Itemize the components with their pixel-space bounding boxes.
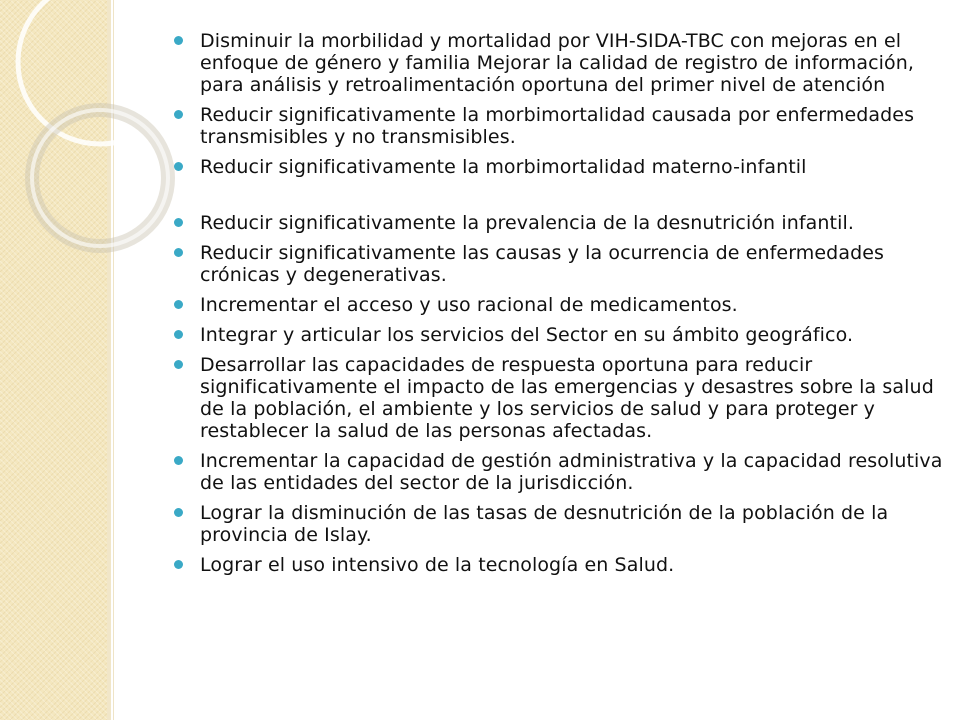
slide-content	[160, 30, 952, 584]
bullet-icon	[174, 162, 183, 171]
list-item-text: Reducir significativamente las causas y la ocurrencia de enfermedades crónicas y degenerativas.	[200, 242, 885, 286]
list-item-text: Disminuir la morbilidad y mortalidad por VIH-SIDA-TBC con mejoras en el enfoque de género y familia Mejorar la calidad de registro de información, para análisis y retroalimentación oportuna del primer nivel de atención	[200, 30, 915, 96]
list-item	[160, 554, 952, 576]
bullet-icon	[174, 300, 183, 309]
decorative-ring-large	[18, 0, 182, 144]
bullet-icon	[174, 456, 183, 465]
bullet-icon	[174, 248, 183, 257]
list-item-text: Integrar y articular los servicios del Sector en su ámbito geográfico.	[200, 324, 854, 346]
list-item-text: Lograr el uso intensivo de la tecnología en Salud.	[200, 554, 675, 576]
bullet-icon	[174, 218, 183, 227]
list-item	[160, 502, 952, 546]
list-item	[160, 242, 952, 286]
list-item	[160, 354, 952, 442]
list-item	[160, 324, 952, 346]
list-item	[160, 30, 952, 96]
list-item	[160, 212, 952, 234]
bullet-icon	[174, 36, 183, 45]
bullet-icon	[174, 508, 183, 517]
list-item	[160, 104, 952, 148]
list-item-text: Desarrollar las capacidades de respuesta oportuna para reducir significativamente el impacto de las emergencias y desastres sobre la salud de la población, el ambiente y los servicios de salud y para proteger y restablecer la salud de las personas afectadas.	[200, 354, 934, 442]
list-item-text: Incrementar la capacidad de gestión administrativa y la capacidad resolutiva de las entidades del sector de la jurisdicción.	[200, 450, 943, 494]
list-item-text: Reducir significativamente la morbimortalidad causada por enfermedades transmisibles y no transmisibles.	[200, 104, 915, 148]
bullet-icon	[174, 360, 183, 369]
bullet-icon	[174, 330, 183, 339]
list-item-text: Reducir significativamente la prevalencia de la desnutrición infantil.	[200, 212, 854, 234]
list-item-text: Lograr la disminución de las tasas de desnutrición de la población de la provincia de Islay.	[200, 502, 889, 546]
list-item	[160, 450, 952, 494]
list-item-text: Reducir significativamente la morbimortalidad materno-infantil	[200, 156, 807, 178]
decorative-ring-small-inner	[32, 110, 168, 246]
list-item-text: Incrementar el acceso y uso racional de medicamentos.	[200, 294, 738, 316]
bullet-icon	[174, 560, 183, 569]
bullet-icon	[174, 110, 183, 119]
objectives-list	[160, 30, 952, 576]
list-item	[160, 156, 952, 178]
list-item	[160, 294, 952, 316]
